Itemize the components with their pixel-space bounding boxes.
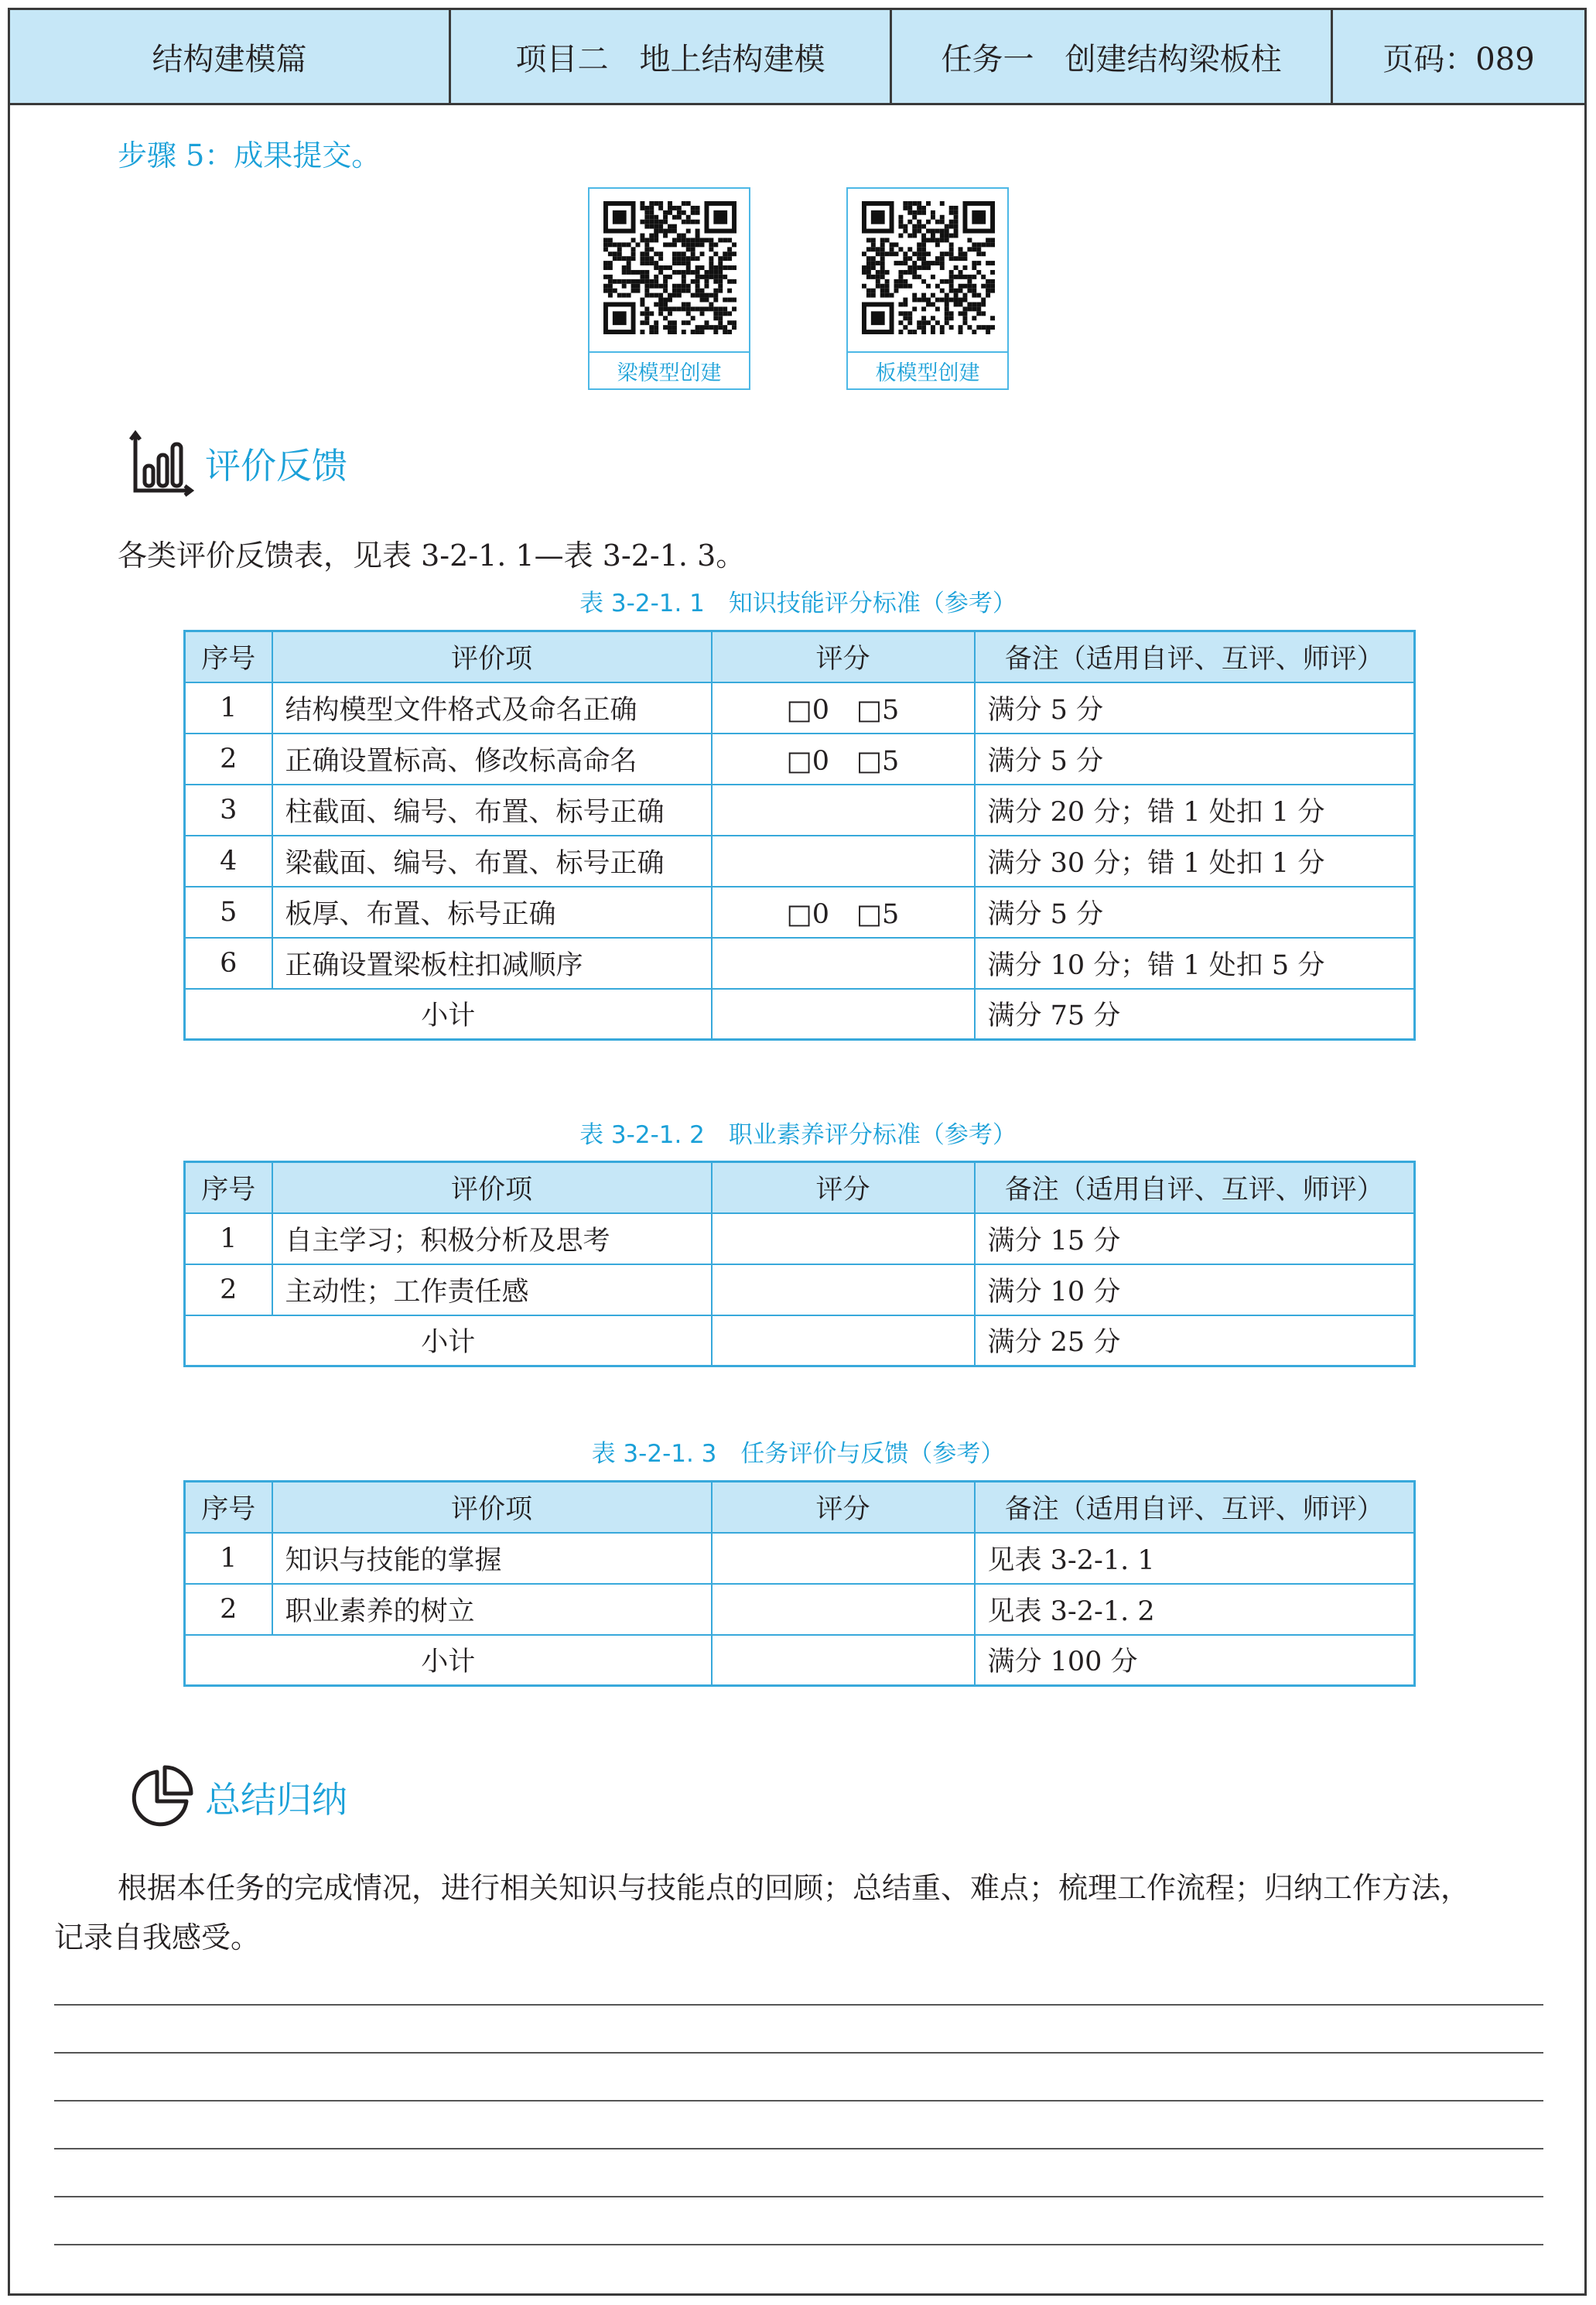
qr-code-icon — [603, 201, 736, 334]
cell-no: 3 — [185, 785, 272, 836]
cell-item: 结构模型文件格式及命名正确 — [272, 682, 712, 734]
subtotal-row — [185, 1635, 1415, 1686]
table-row — [185, 1533, 1415, 1584]
writing-line[interactable] — [54, 2197, 1543, 2245]
cell-no: 4 — [185, 836, 272, 887]
cell-note: 见表 3-2-1. 2 — [975, 1584, 1415, 1635]
table-row — [185, 734, 1415, 785]
cell-subtotal-score[interactable] — [712, 989, 975, 1040]
table-knowledge-skills — [183, 630, 1416, 1041]
table-row — [185, 887, 1415, 938]
col-header-note: 备注（适用自评、互评、师评） — [975, 631, 1415, 682]
cell-item: 知识与技能的掌握 — [272, 1533, 712, 1584]
cell-item: 正确设置梁板柱扣减顺序 — [272, 938, 712, 989]
subtotal-row — [185, 989, 1415, 1040]
writing-lines[interactable] — [54, 1958, 1543, 2245]
table1-caption: 表 3-2-1. 1 知识技能评分标准（参考） — [579, 590, 1017, 617]
cell-item: 自主学习；积极分析及思考 — [272, 1213, 712, 1264]
table-row — [185, 1584, 1415, 1635]
col-header-score: 评分 — [712, 631, 975, 682]
cell-score[interactable]: □0 □5 — [712, 887, 975, 938]
cell-no: 1 — [185, 1213, 272, 1264]
cell-note: 满分 20 分；错 1 处扣 1 分 — [975, 785, 1415, 836]
cell-item: 正确设置标高、修改标高命名 — [272, 734, 712, 785]
header-page-number: 页码：089 — [1382, 41, 1535, 77]
table2-caption: 表 3-2-1. 2 职业素养评分标准（参考） — [579, 1121, 1017, 1149]
table-row — [185, 1264, 1415, 1315]
table-row — [185, 938, 1415, 989]
evaluation-intro: 各类评价反馈表，见表 3-2-1. 1—表 3-2-1. 3。 — [118, 539, 746, 573]
page-header — [8, 8, 1587, 105]
col-header-item: 评价项 — [272, 1482, 712, 1533]
qr-label-beam: 梁模型创建 — [590, 351, 749, 388]
cell-item: 职业素养的树立 — [272, 1584, 712, 1635]
subtotal-row — [185, 1315, 1415, 1366]
col-header-note: 备注（适用自评、互评、师评） — [975, 1162, 1415, 1213]
summary-para-line2: 记录自我感受。 — [54, 1920, 261, 1954]
col-header-no: 序号 — [185, 631, 272, 682]
qr-code-icon — [862, 201, 995, 334]
col-header-score: 评分 — [712, 1162, 975, 1213]
col-header-no: 序号 — [185, 1482, 272, 1533]
cell-note: 满分 5 分 — [975, 682, 1415, 734]
qr-label-slab: 板模型创建 — [848, 351, 1007, 388]
evaluation-heading — [128, 430, 347, 497]
cell-subtotal-score[interactable] — [712, 1635, 975, 1686]
cell-score[interactable]: □0 □5 — [712, 734, 975, 785]
cell-score[interactable] — [712, 1584, 975, 1635]
header-project: 项目二 地上结构建模 — [451, 10, 892, 103]
cell-no: 5 — [185, 887, 272, 938]
cell-score[interactable] — [712, 1533, 975, 1584]
cell-subtotal-note: 满分 75 分 — [975, 989, 1415, 1040]
cell-subtotal-note: 满分 100 分 — [975, 1635, 1415, 1686]
table-header-row — [185, 1482, 1415, 1533]
summary-heading-text: 总结归纳 — [205, 1779, 347, 1821]
cell-subtotal-label: 小计 — [185, 1315, 712, 1366]
cell-no: 1 — [185, 1533, 272, 1584]
cell-subtotal-label: 小计 — [185, 989, 712, 1040]
cell-item: 梁截面、编号、布置、标号正确 — [272, 836, 712, 887]
col-header-item: 评价项 — [272, 1162, 712, 1213]
cell-note: 满分 5 分 — [975, 734, 1415, 785]
step-5-text: 步骤 5：成果提交。 — [118, 139, 381, 173]
bar-chart-icon — [128, 430, 194, 497]
pie-chart-icon — [128, 1764, 194, 1831]
writing-line[interactable] — [54, 1958, 1543, 2006]
table-professional-quality — [183, 1161, 1416, 1367]
cell-score[interactable] — [712, 1213, 975, 1264]
cell-note: 满分 15 分 — [975, 1213, 1415, 1264]
cell-item: 主动性；工作责任感 — [272, 1264, 712, 1315]
table3-caption: 表 3-2-1. 3 任务评价与反馈（参考） — [591, 1440, 1005, 1468]
col-header-no: 序号 — [185, 1162, 272, 1213]
table-row — [185, 682, 1415, 734]
col-header-item: 评价项 — [272, 631, 712, 682]
summary-heading — [128, 1764, 347, 1831]
cell-subtotal-score[interactable] — [712, 1315, 975, 1366]
col-header-note: 备注（适用自评、互评、师评） — [975, 1482, 1415, 1533]
cell-note: 满分 5 分 — [975, 887, 1415, 938]
cell-item: 板厚、布置、标号正确 — [272, 887, 712, 938]
qr-code-beam[interactable] — [588, 187, 750, 390]
cell-score[interactable]: □0 □5 — [712, 682, 975, 734]
writing-line[interactable] — [54, 2006, 1543, 2054]
cell-score[interactable] — [712, 938, 975, 989]
writing-line[interactable] — [54, 2102, 1543, 2149]
cell-note: 见表 3-2-1. 1 — [975, 1533, 1415, 1584]
header-task: 任务一 创建结构梁板柱 — [892, 10, 1333, 103]
col-header-score: 评分 — [712, 1482, 975, 1533]
cell-note: 满分 10 分 — [975, 1264, 1415, 1315]
cell-subtotal-label: 小计 — [185, 1635, 712, 1686]
table-header-row — [185, 631, 1415, 682]
qr-code-slab[interactable] — [846, 187, 1009, 390]
cell-no: 2 — [185, 734, 272, 785]
table-row — [185, 1213, 1415, 1264]
cell-note: 满分 30 分；错 1 处扣 1 分 — [975, 836, 1415, 887]
cell-no: 6 — [185, 938, 272, 989]
evaluation-heading-text: 评价反馈 — [205, 445, 347, 487]
table-task-evaluation — [183, 1480, 1416, 1687]
table-header-row — [185, 1162, 1415, 1213]
header-section: 结构建模篇 — [10, 10, 451, 103]
cell-subtotal-note: 满分 25 分 — [975, 1315, 1415, 1366]
writing-line[interactable] — [54, 2149, 1543, 2197]
cell-score[interactable] — [712, 836, 975, 887]
cell-item: 柱截面、编号、布置、标号正确 — [272, 785, 712, 836]
cell-score[interactable] — [712, 1264, 975, 1315]
cell-no: 2 — [185, 1264, 272, 1315]
table-row — [185, 785, 1415, 836]
cell-no: 1 — [185, 682, 272, 734]
cell-score[interactable] — [712, 785, 975, 836]
cell-note: 满分 10 分；错 1 处扣 5 分 — [975, 938, 1415, 989]
summary-para-line1: 根据本任务的完成情况，进行相关知识与技能点的回顾；总结重、难点；梳理工作流程；归纳工作方法， — [118, 1871, 1471, 1905]
table-row — [185, 836, 1415, 887]
cell-no: 2 — [185, 1584, 272, 1635]
writing-line[interactable] — [54, 2054, 1543, 2102]
